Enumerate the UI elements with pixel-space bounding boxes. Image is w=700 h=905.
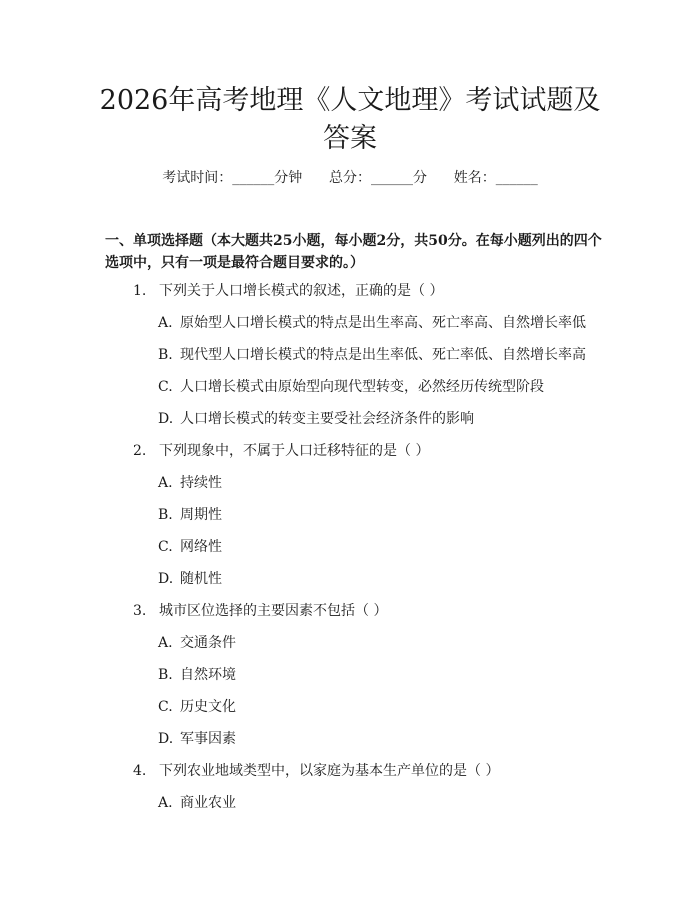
option-letter: D. — [158, 411, 174, 427]
option-2c — [158, 537, 222, 557]
exam-info-line: 考试时间：______分钟 总分：______分 姓名：______ — [162, 170, 538, 186]
question-2 — [133, 441, 429, 461]
option-letter: C. — [158, 699, 173, 715]
question-number: 3. — [133, 603, 147, 619]
option-text: 随机性 — [180, 571, 222, 587]
option-text: 网络性 — [180, 539, 222, 555]
option-1d — [158, 409, 474, 429]
option-letter: B. — [158, 347, 173, 363]
option-letter: A. — [158, 795, 173, 811]
question-3 — [133, 601, 387, 621]
option-2a — [158, 473, 222, 493]
question-4 — [133, 761, 499, 781]
option-letter: C. — [158, 379, 173, 395]
option-letter: A. — [158, 315, 173, 331]
option-text: 现代型人口增长模式的特点是出生率低、死亡率低、自然增长率高 — [180, 347, 586, 363]
section-heading: 一、单项选择题（本大题共25小题，每小题2分，共50分。在每小题列出的四个选项中，只有一项是最符合题目要求的。） — [105, 233, 602, 271]
option-text: 人口增长模式由原始型向现代型转变，必然经历传统型阶段 — [180, 379, 544, 395]
option-3d — [158, 729, 236, 749]
option-text: 人口增长模式的转变主要受社会经济条件的影响 — [180, 411, 474, 427]
option-1b — [158, 345, 586, 365]
option-2d — [158, 569, 222, 589]
option-letter: D. — [158, 731, 174, 747]
option-text: 周期性 — [180, 507, 222, 523]
question-stem: 下列关于人口增长模式的叙述，正确的是（ ） — [159, 283, 444, 299]
option-text: 原始型人口增长模式的特点是出生率高、死亡率高、自然增长率低 — [180, 315, 586, 331]
option-1a — [158, 313, 586, 333]
page-title: 2026年高考地理《人文地理》考试试题及答案 — [99, 85, 601, 154]
option-letter: D. — [158, 571, 174, 587]
option-text: 商业农业 — [180, 795, 236, 811]
option-2b — [158, 505, 222, 525]
question-stem: 下列现象中，不属于人口迁移特征的是（ ） — [159, 443, 430, 459]
option-1c — [158, 377, 544, 397]
option-letter: A. — [158, 635, 173, 651]
question-number: 2. — [133, 443, 147, 459]
option-3a — [158, 633, 236, 653]
question-stem: 下列农业地域类型中，以家庭为基本生产单位的是（ ） — [159, 763, 500, 779]
option-text: 历史文化 — [180, 699, 236, 715]
option-text: 军事因素 — [180, 731, 236, 747]
option-letter: A. — [158, 475, 173, 491]
question-stem: 城市区位选择的主要因素不包括（ ） — [159, 603, 388, 619]
option-3b — [158, 665, 236, 685]
option-text: 交通条件 — [180, 635, 236, 651]
option-letter: B. — [158, 667, 173, 683]
option-4a — [158, 793, 236, 813]
question-number: 1. — [133, 283, 147, 299]
option-text: 自然环境 — [180, 667, 236, 683]
option-3c — [158, 697, 236, 717]
question-number: 4. — [133, 763, 147, 779]
option-text: 持续性 — [180, 475, 222, 491]
option-letter: C. — [158, 539, 173, 555]
option-letter: B. — [158, 507, 173, 523]
question-1 — [133, 281, 443, 301]
